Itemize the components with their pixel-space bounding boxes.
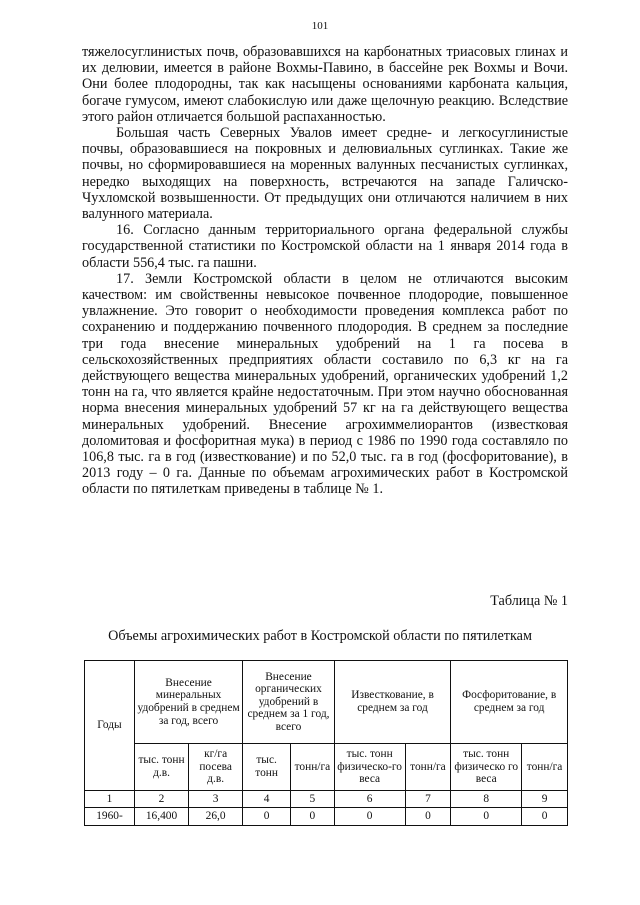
table-cell: 26,0 — [189, 808, 243, 826]
page-number: 101 — [311, 20, 329, 32]
table-cell: 0 — [334, 808, 405, 826]
table-cell: 0 — [522, 808, 568, 826]
column-number: 8 — [451, 791, 522, 808]
subheader-cell: тыс. тонн — [243, 744, 291, 791]
table-cell: 0 — [291, 808, 335, 826]
column-number: 6 — [334, 791, 405, 808]
subheader-cell: тонн/га — [522, 744, 568, 791]
table-cell: 0 — [451, 808, 522, 826]
table-cell: 1960- — [85, 808, 135, 826]
column-number: 2 — [134, 791, 188, 808]
agrochemical-table — [84, 660, 568, 826]
paragraph-severnye-uvaly: Большая часть Северных Увалов имеет средне- и легкосуглинистые почвы, образовавшиеся на покровных и делювиальных суглинках. Такие же почвы, но сформировавшиеся на моренных валунных песчанистых суглинках, нередко выходящих на поверхность, встречаются на западе Галичско-Чухломской возвышенности. От предыдущих они отличаются наличием в них валунного материала. — [82, 125, 568, 223]
table-label: Таблица № 1 — [490, 593, 568, 609]
header-phosphorite: Фосфоритование, в среднем за год — [451, 661, 568, 744]
column-number: 5 — [291, 791, 335, 808]
column-number: 3 — [189, 791, 243, 808]
header-liming: Известкование, в среднем за год — [334, 661, 451, 744]
table-row — [85, 808, 568, 826]
subheader-cell: тонн/га — [291, 744, 335, 791]
subheader-cell: тыс. тонн д.в. — [134, 744, 188, 791]
paragraph-16: 16. Согласно данным территориального органа федеральной службы государственной статистики по Костромской области на 1 января 2014 года в области 556,4 тыс. га пашни. — [82, 222, 568, 271]
subheader-cell: тыс. тонн физическо го веса — [451, 744, 522, 791]
table-subheader-row — [85, 744, 568, 791]
body-text — [82, 44, 568, 498]
subheader-cell: тонн/га — [405, 744, 451, 791]
column-number: 1 — [85, 791, 135, 808]
column-number: 7 — [405, 791, 451, 808]
subheader-cell: тыс. тонн физическо-го веса — [334, 744, 405, 791]
table-header-row — [85, 661, 568, 744]
table-cell: 16,400 — [134, 808, 188, 826]
header-years: Годы — [85, 661, 135, 791]
column-number-row — [85, 791, 568, 808]
header-organic-fertilizers: Внесение органических удобрений в среднем за 1 год, всего — [243, 661, 335, 744]
table-title: Объемы агрохимических работ в Костромской области по пятилеткам — [108, 628, 532, 644]
column-number: 4 — [243, 791, 291, 808]
header-mineral-fertilizers: Внесение минеральных удобрений в среднем за год, всего — [134, 661, 242, 744]
paragraph-17: 17. Земли Костромской области в целом не отличаются высоким качеством: им свойственны невысокое почвенное плодородие, повышенное увлажнение. Это говорит о необходимости проведения комплекса работ по сохранению и поддержанию почвенного плодородия. В среднем за последние три года внесение минеральных удобрений на 1 га посева в сельскохозяйственных предприятиях области составило по 6,3 кг на га действующего вещества минеральных удобрений, органических удобрений 1,2 тонн на га, что является крайне недостаточным. При этом научно обоснованная норма внесения минеральных удобрений 57 кг на га действующего вещества минеральных удобрений. Внесение агрохиммелиорантов (известковая доломитовая и фосфоритная мука) в период с 1986 по 1990 года составляло по 106,8 тыс. га в год (известкование) и по 52,0 тыс. га в год (фосфоритование), в 2013 году – 0 га. Данные по объемам агрохимических работ в Костромской области по пятилеткам приведены в таблице № 1. — [82, 270, 568, 498]
table-cell: 0 — [405, 808, 451, 826]
paragraph-continuation: тяжелосуглинистых почв, образовавшихся на карбонатных триасовых глинах и их делювии, имеется в районе Вохмы-Павино, в бассейне рек Вохмы и Вочи. Они более плодородны, так как насыщены основаниями карбоната кальция, богаче гумусом, имеют слабокислую или даже щелочную реакцию. Вследствие этого район отличается большой распаханностью. — [82, 44, 568, 125]
subheader-cell: кг/га посева д.в. — [189, 744, 243, 791]
table-cell: 0 — [243, 808, 291, 826]
column-number: 9 — [522, 791, 568, 808]
